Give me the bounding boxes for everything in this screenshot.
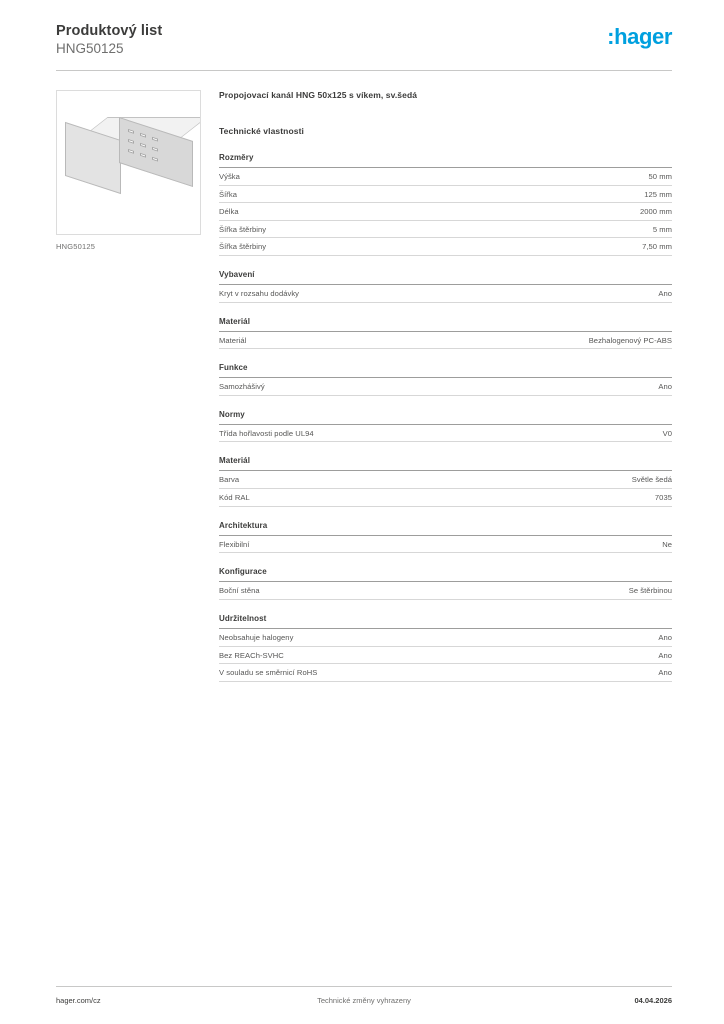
figure-caption: HNG50125 bbox=[56, 242, 96, 251]
specification-label: Bez REACh-SVHC bbox=[219, 650, 284, 660]
specification-label: Samozhášivý bbox=[219, 382, 265, 392]
specification-label: Výška bbox=[219, 172, 240, 181]
specification-value: Ano bbox=[658, 650, 672, 660]
product-reference: HNG50125 bbox=[56, 41, 124, 57]
specification-row bbox=[219, 203, 672, 221]
specification-label: Kód RAL bbox=[219, 493, 250, 503]
specification-group-title: Materiál bbox=[219, 317, 672, 332]
page-title: Produktový list bbox=[56, 23, 163, 39]
specification-row bbox=[219, 332, 672, 350]
specification-row bbox=[219, 285, 672, 303]
specification-label: Kryt v rozsahu dodávky bbox=[219, 289, 300, 299]
specification-row bbox=[219, 536, 672, 554]
specification-group bbox=[219, 410, 672, 443]
specification-row bbox=[219, 647, 672, 665]
specification-label: Materiál bbox=[219, 335, 247, 345]
trunking-illustration bbox=[65, 117, 193, 199]
specification-label: Flexibilní bbox=[219, 539, 250, 549]
specification-value: 50 mm bbox=[648, 172, 672, 181]
footer-date: 04.04.2026 bbox=[634, 996, 672, 1005]
header-divider bbox=[56, 70, 672, 71]
product-image bbox=[56, 90, 201, 235]
slot-icon bbox=[140, 133, 146, 138]
specification-label: Boční stěna bbox=[219, 586, 260, 596]
slot-icon bbox=[152, 137, 158, 142]
specification-group-title: Funkce bbox=[219, 363, 672, 378]
specification-label: V souladu se směrnicí RoHS bbox=[219, 668, 318, 678]
slot-icon bbox=[128, 139, 134, 144]
specification-row bbox=[219, 168, 672, 186]
specification-group-title: Architektura bbox=[219, 521, 672, 536]
footer-note: Technické změny vyhrazeny bbox=[317, 996, 411, 1005]
specification-group-title: Konfigurace bbox=[219, 567, 672, 582]
specification-group bbox=[219, 317, 672, 350]
slot-icon bbox=[140, 153, 146, 158]
slot-icon bbox=[152, 157, 158, 162]
specification-group-title: Vybavení bbox=[219, 270, 672, 285]
specification-value: Ne bbox=[662, 539, 672, 549]
specification-row bbox=[219, 489, 672, 507]
specification-value: V0 bbox=[662, 428, 672, 438]
specification-value: Ano bbox=[658, 382, 672, 392]
specification-value: 2000 mm bbox=[639, 207, 672, 217]
header-titles bbox=[56, 22, 162, 58]
specification-group bbox=[219, 456, 672, 506]
specification-value: Ano bbox=[658, 668, 672, 678]
specification-value: 7,50 mm bbox=[642, 242, 672, 252]
page-header bbox=[56, 22, 672, 66]
specification-row bbox=[219, 425, 672, 443]
specification-row bbox=[219, 582, 672, 600]
specification-group-title: Materiál bbox=[219, 456, 672, 471]
specification-group bbox=[219, 567, 672, 600]
specification-group bbox=[219, 363, 672, 396]
slot-icon bbox=[128, 129, 134, 134]
slot-icon bbox=[152, 147, 158, 152]
specification-label: Třída hořlavosti podle UL94 bbox=[219, 428, 314, 438]
specification-row bbox=[219, 471, 672, 489]
specification-row bbox=[219, 221, 672, 239]
specification-label: Barva bbox=[219, 475, 240, 485]
specification-row bbox=[219, 664, 672, 682]
product-description: Propojovací kanál HNG 50x125 s víkem, sv.šedá bbox=[219, 90, 418, 100]
specification-value: Bezhalogenový PC-ABS bbox=[588, 335, 672, 345]
slot-icon bbox=[128, 149, 134, 154]
specification-value: 125 mm bbox=[644, 189, 672, 199]
specifications-panel bbox=[219, 90, 672, 682]
specification-value: Ano bbox=[658, 289, 672, 299]
page-footer bbox=[56, 996, 672, 1005]
specification-group-title: Udržitelnost bbox=[219, 614, 672, 629]
specification-group bbox=[219, 153, 672, 256]
specification-value: Světle šedá bbox=[631, 475, 672, 485]
specification-label: Šířka štěrbiny bbox=[219, 224, 267, 234]
specification-value: 7035 bbox=[654, 493, 672, 503]
specification-row bbox=[219, 378, 672, 396]
specification-value: Ano bbox=[658, 632, 672, 642]
footer-website-link[interactable]: hager.com/cz bbox=[56, 996, 101, 1005]
specification-group bbox=[219, 270, 672, 303]
specification-group bbox=[219, 614, 672, 682]
specification-label: Šířka bbox=[219, 189, 237, 199]
specification-label: Neobsahuje halogeny bbox=[219, 632, 294, 642]
specification-row bbox=[219, 238, 672, 256]
specification-groups bbox=[219, 153, 672, 682]
specification-value: Se štěrbinou bbox=[628, 586, 672, 596]
specification-row bbox=[219, 629, 672, 647]
specification-group-title: Rozměry bbox=[219, 153, 672, 168]
hager-logo: :hager bbox=[607, 24, 672, 49]
section-title-technical-properties: Technické vlastnosti bbox=[219, 126, 304, 136]
footer-divider bbox=[56, 986, 672, 987]
specification-row bbox=[219, 186, 672, 204]
specification-label: Šířka štěrbiny bbox=[219, 242, 267, 252]
specification-group-title: Normy bbox=[219, 410, 672, 425]
product-figure bbox=[56, 90, 201, 251]
specification-value: 5 mm bbox=[652, 224, 672, 234]
specification-label: Délka bbox=[219, 207, 239, 217]
slot-icon bbox=[140, 143, 146, 148]
specification-group bbox=[219, 521, 672, 554]
